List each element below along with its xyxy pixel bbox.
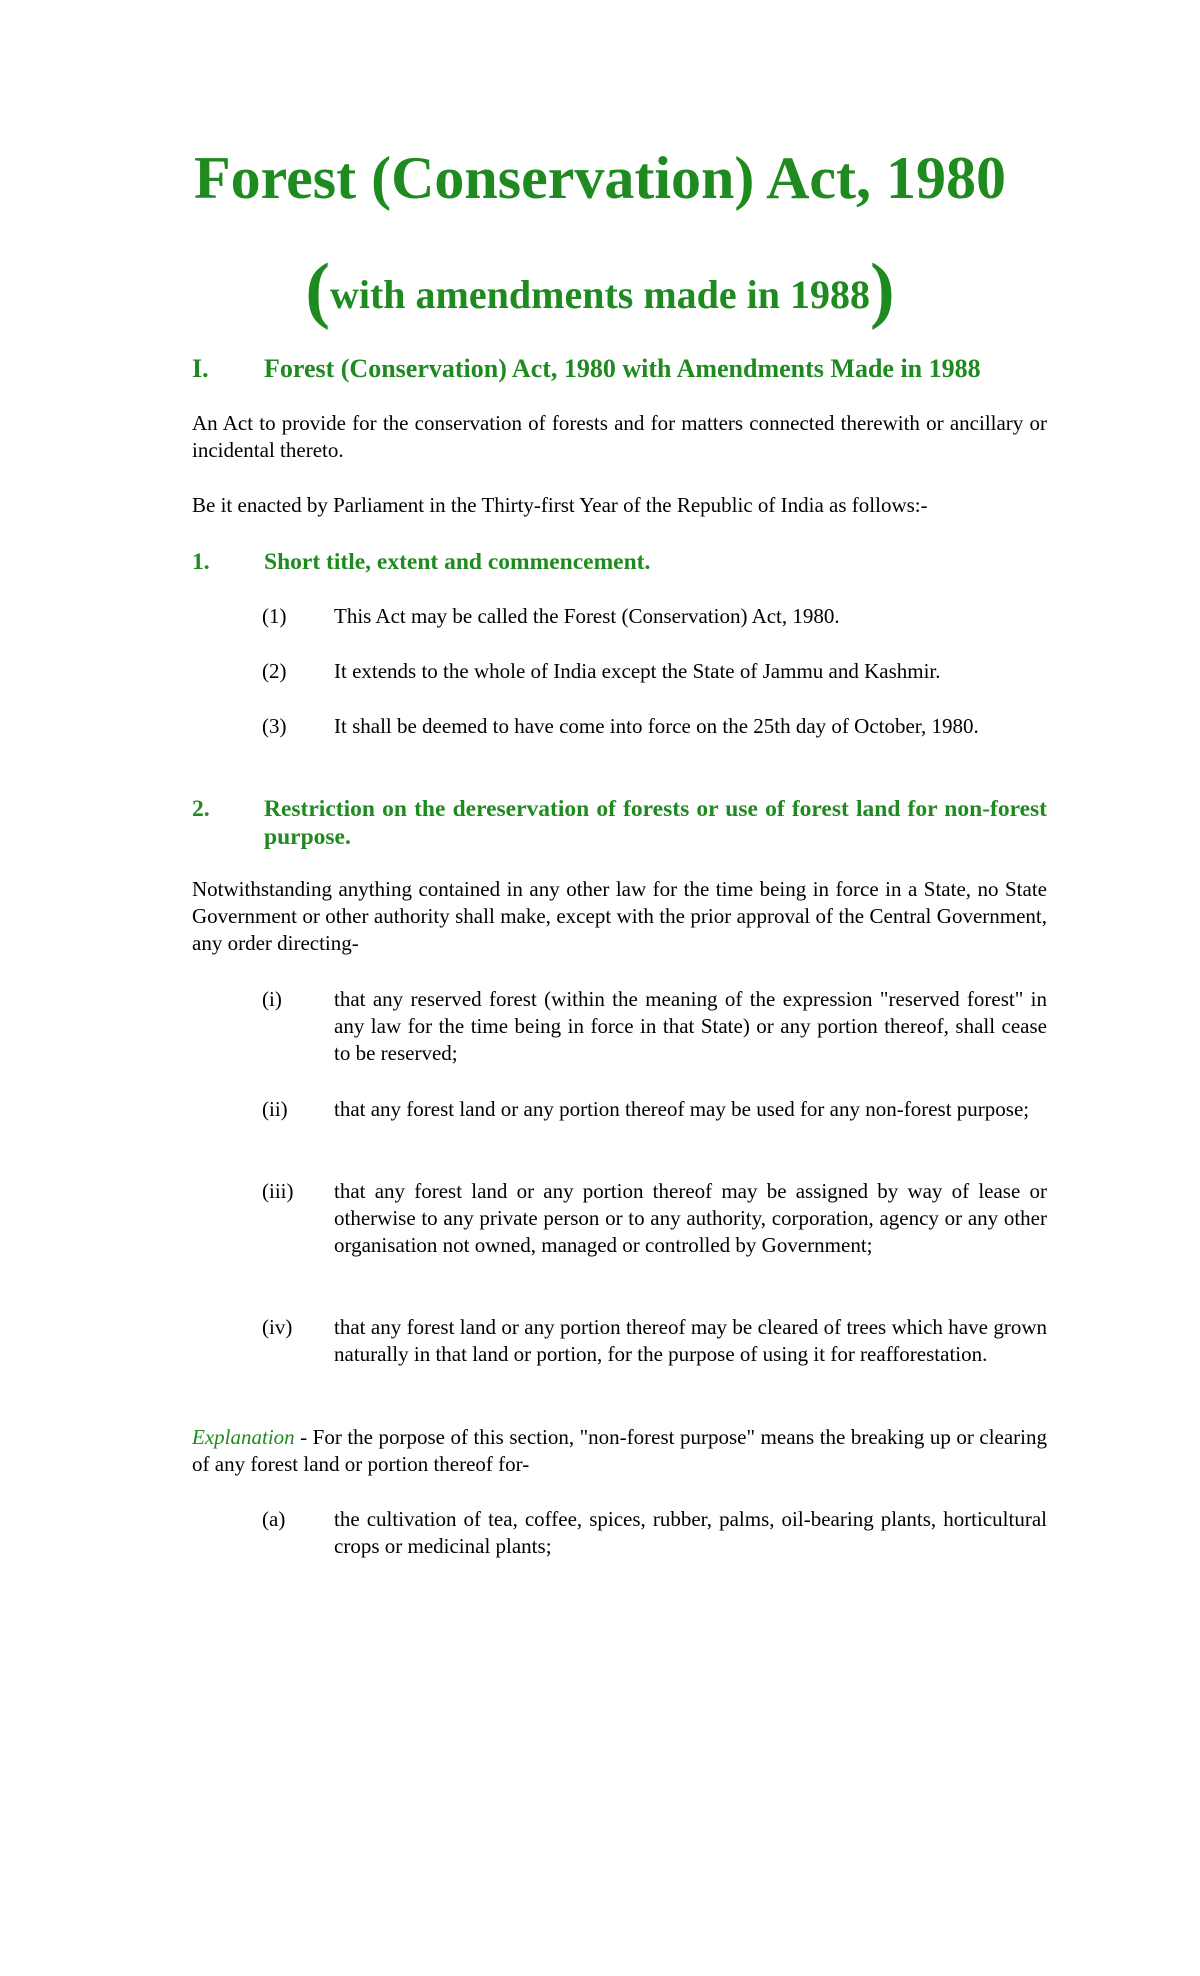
item-label: (i) <box>262 987 282 1011</box>
item-label: (iv) <box>262 1315 293 1339</box>
item-text: that any forest land or any portion thereof may be cleared of trees which have grown naturally in that land or portion, for the purpose of using it for reafforestation. <box>334 1315 1047 1366</box>
explanation-label: Explanation <box>192 1425 295 1449</box>
item-label: (3) <box>262 714 287 738</box>
section-number: 1. <box>192 549 210 575</box>
subtitle-close-paren: ) <box>870 249 895 331</box>
item-text: that any forest land or any portion thereof may be used for any non-forest purpose; <box>334 1097 1030 1121</box>
item-text: the cultivation of tea, coffee, spices, rubber, palms, oil-bearing plants, horticultural crops or medicinal plants; <box>334 1507 1047 1558</box>
item-text: It extends to the whole of India except the State of Jammu and Kashmir. <box>334 659 941 683</box>
item-label: (1) <box>262 604 287 628</box>
section-heading-text: Forest (Conservation) Act, 1980 with Amendments Made in 1988 <box>264 354 981 383</box>
document-title: Forest (Conservation) Act, 1980 <box>193 145 1007 211</box>
section-number: I. <box>192 354 209 383</box>
enactment-clause: Be it enacted by Parliament in the Thirty-first Year of the Republic of India as follows:- <box>192 493 928 517</box>
section-2-intro: Notwithstanding anything contained in any other law for the time being in force in a State, no State Government or other authority shall make, except with the prior approval of the Central Government, any order directing- <box>192 877 1047 955</box>
item-label: (iii) <box>262 1179 294 1203</box>
subtitle-open-paren: ( <box>305 249 330 331</box>
item-label: (2) <box>262 659 287 683</box>
item-text: that any reserved forest (within the meaning of the expression "reserved forest" in any law for the time being in force in that State) or any portion thereof, shall cease to be reserved; <box>334 987 1047 1065</box>
item-label: (a) <box>262 1507 286 1531</box>
section-number: 2. <box>192 796 210 822</box>
item-text: that any forest land or any portion thereof may be assigned by way of lease or otherwise to any private person or to any authority, corporation, agency or any other organisation not owned, managed or controlled by Government; <box>334 1179 1047 1257</box>
explanation-text: - For the porpose of this section, "non-forest purpose" means the breaking up or clearing of any forest land or portion thereof for- <box>192 1425 1047 1476</box>
document-subtitle <box>0 248 1200 337</box>
section-heading-text: Restriction on the dereservation of forests or use of forest land for non-forest purpose. <box>264 796 1047 850</box>
subtitle-text: with amendments made in 1988 <box>329 272 871 317</box>
explanation-paragraph <box>192 1424 1047 1478</box>
section-heading-text: Short title, extent and commencement. <box>264 549 651 575</box>
preamble: An Act to provide for the conservation of forests and for matters connected therewith or ancillary or incidental thereto. <box>192 411 1047 462</box>
item-label: (ii) <box>262 1097 288 1121</box>
item-text: It shall be deemed to have come into force on the 25th day of October, 1980. <box>334 714 979 738</box>
item-text: This Act may be called the Forest (Conservation) Act, 1980. <box>334 604 840 628</box>
